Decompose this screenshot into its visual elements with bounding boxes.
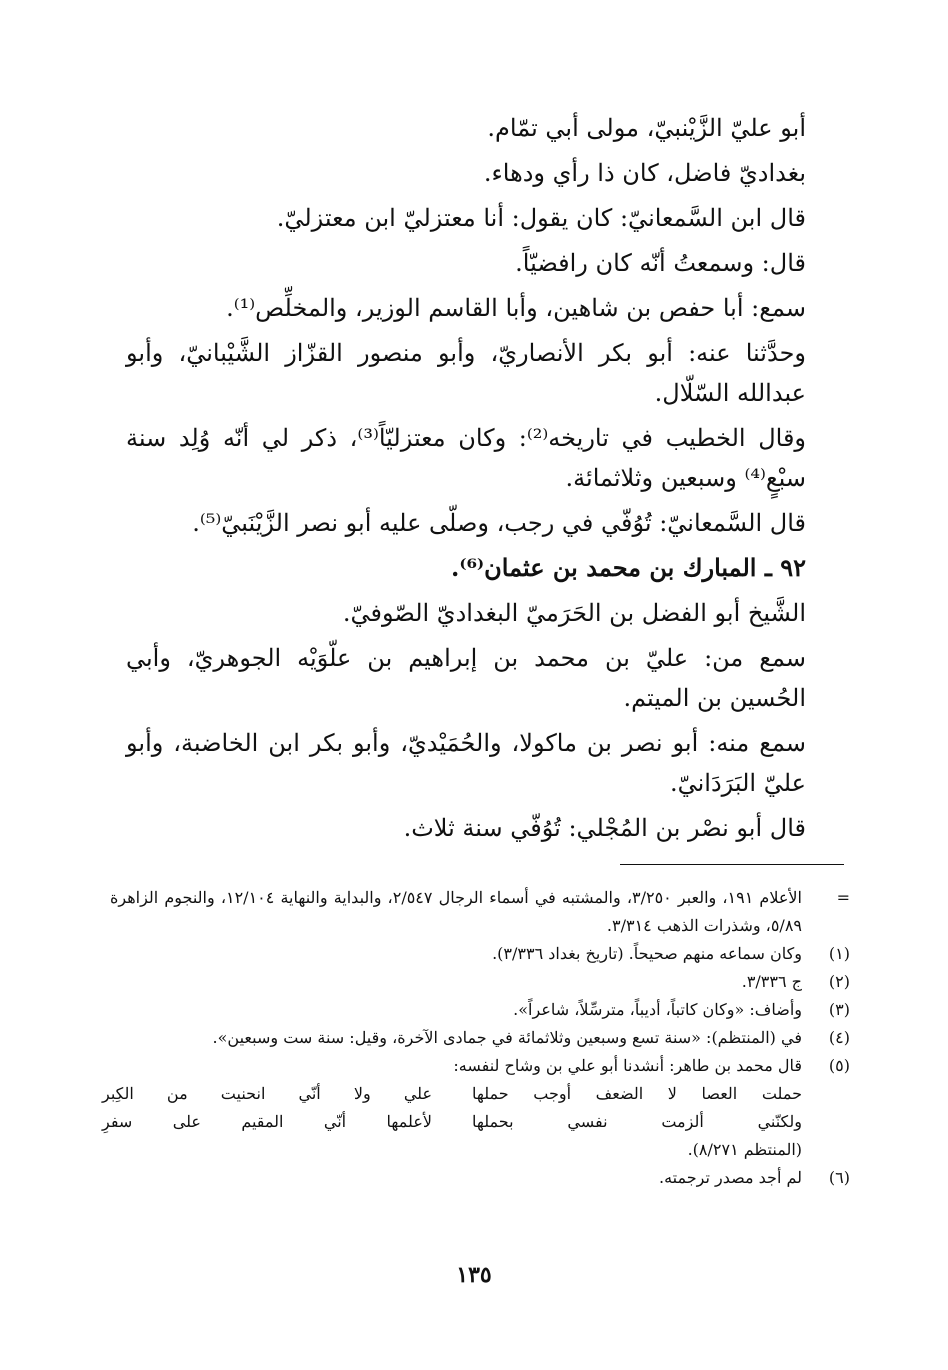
footnote-4 xyxy=(110,1024,850,1052)
footnote-2 xyxy=(110,968,850,996)
text-line: الشَّيخ أبو الفضل بن الحَرَميّ البغداديّ الصّوفيّ. xyxy=(342,599,806,627)
text-paragraph: سمع من: عليّ بن محمد بن إبراهيم بن علّوَيْه الجوهريّ، وأبي الحُسين بن الميتم. xyxy=(126,644,806,712)
text-paragraph: سمع منه: أبو نصر بن ماكولا، والحُمَيْديّ، وأبو بكر ابن الخاضبة، وأبو عليّ البَرَدَانيّ. xyxy=(126,729,806,797)
footnote-text: ج ٣/٣٣٦. xyxy=(741,972,802,991)
footnote-6 xyxy=(110,1164,850,1192)
footnote-text: لم أجد مصدر ترجمته. xyxy=(659,1168,802,1187)
verse-second-hemistich: علي ولا أنّي انحنيت من الكِبر xyxy=(102,1084,432,1103)
page-number: ١٣٥ xyxy=(456,1262,492,1288)
text-line: قال السَّمعانيّ: تُوُفّي في رجب، وصلّى عليه أبو نصر الزَّيْنَبيّ⁽⁵⁾. xyxy=(192,509,806,537)
text-line: قال: وسمعتُ أنّه كان رافضيّاً. xyxy=(515,249,806,277)
text-line: بغداديّ فاضل، كان ذا رأي ودهاء. xyxy=(483,159,806,187)
verse-line xyxy=(102,1108,802,1136)
footnote-1 xyxy=(110,940,850,968)
footnote-text: في (المنتظم): «سنة تسع وسبعين وثلاثمائة في جمادى الآخرة، وقيل: سنة ست وسبعين». xyxy=(212,1028,802,1047)
main-text xyxy=(126,108,844,853)
footnote-mark: (٦) xyxy=(828,1168,850,1187)
footnote-text: وكان سماعه منهم صحيحاً. (تاريخ بغداد ٣/٣٣٦). xyxy=(492,944,802,963)
footnote-continued xyxy=(110,884,850,940)
footnote-mark: (١) xyxy=(828,944,850,963)
entry-heading: ٩٢ ـ المبارك بن محمد بن عثمان⁽⁶⁾. xyxy=(451,553,806,582)
text-line: سمع: أبا حفص بن شاهين، وأبا القاسم الوزير، والمخلِّص⁽¹⁾. xyxy=(226,294,806,322)
footnote-mark: (٢) xyxy=(828,972,850,991)
footnote-mark: (٤) xyxy=(828,1028,850,1047)
verse-first-hemistich: ولكنّني ألزمت نفسي بحملها xyxy=(472,1112,802,1131)
verse-second-hemistich: لأعلمها أنّي المقيم على سفرِ xyxy=(102,1112,432,1131)
text-line: أبو عليّ الزَّيْنبيّ، مولى أبي تمّام. xyxy=(487,114,806,142)
footnote-mark: = xyxy=(836,888,850,907)
footnote-3 xyxy=(110,996,850,1024)
text-paragraph: وحدَّثنا عنه: أبو بكر الأنصاريّ، وأبو منصور القزّاز الشَّيْبانيّ، وأبو عبدالله السّلّال. xyxy=(126,339,806,407)
footnote-text: قال محمد بن طاهر: أنشدنا أبو علي بن وشاح لنفسه: xyxy=(453,1056,802,1075)
footnote-divider xyxy=(620,864,844,865)
footnotes xyxy=(102,884,850,1192)
footnote-text: وأضاف: «وكان كاتباً، أديباً، مترسِّلاً، شاعراً». xyxy=(513,1000,802,1019)
footnote-text: الأعلام ١٩١، والعبر ٣/٢٥٠، والمشتبه في أسماء الرجال ٢/٥٤٧، والبداية والنهاية ١٢/١٠٤، والنجوم الزاهرة ٥/٨٩، وشذرات الذهب ٣/٣١٤. xyxy=(110,888,802,935)
verse-source: (المنتظم ٨/٢٧١). xyxy=(687,1140,802,1159)
verse-line xyxy=(102,1080,802,1108)
text-paragraph: وقال الخطيب في تاريخه⁽²⁾: وكان معتزليّاً⁽³⁾، ذكر لي أنّه وُلِد سنة سبْعٍ⁽⁴⁾ وسبعين وثلاثمائة. xyxy=(126,424,807,492)
verse-first-hemistich: حملت العصا لا الضعف أوجب حملها xyxy=(472,1084,802,1103)
footnote-mark: (٥) xyxy=(828,1056,850,1075)
text-line: قال ابن السَّمعانيّ: كان يقول: أنا معتزليّ ابن معتزليّ. xyxy=(276,204,806,232)
footnote-body xyxy=(102,1052,802,1164)
footnote-mark: (٣) xyxy=(828,1000,850,1019)
text-line: قال أبو نصْر بن المُجْلي: تُوُفّي سنة ثلاث. xyxy=(403,814,806,842)
footnote-5 xyxy=(102,1052,850,1164)
